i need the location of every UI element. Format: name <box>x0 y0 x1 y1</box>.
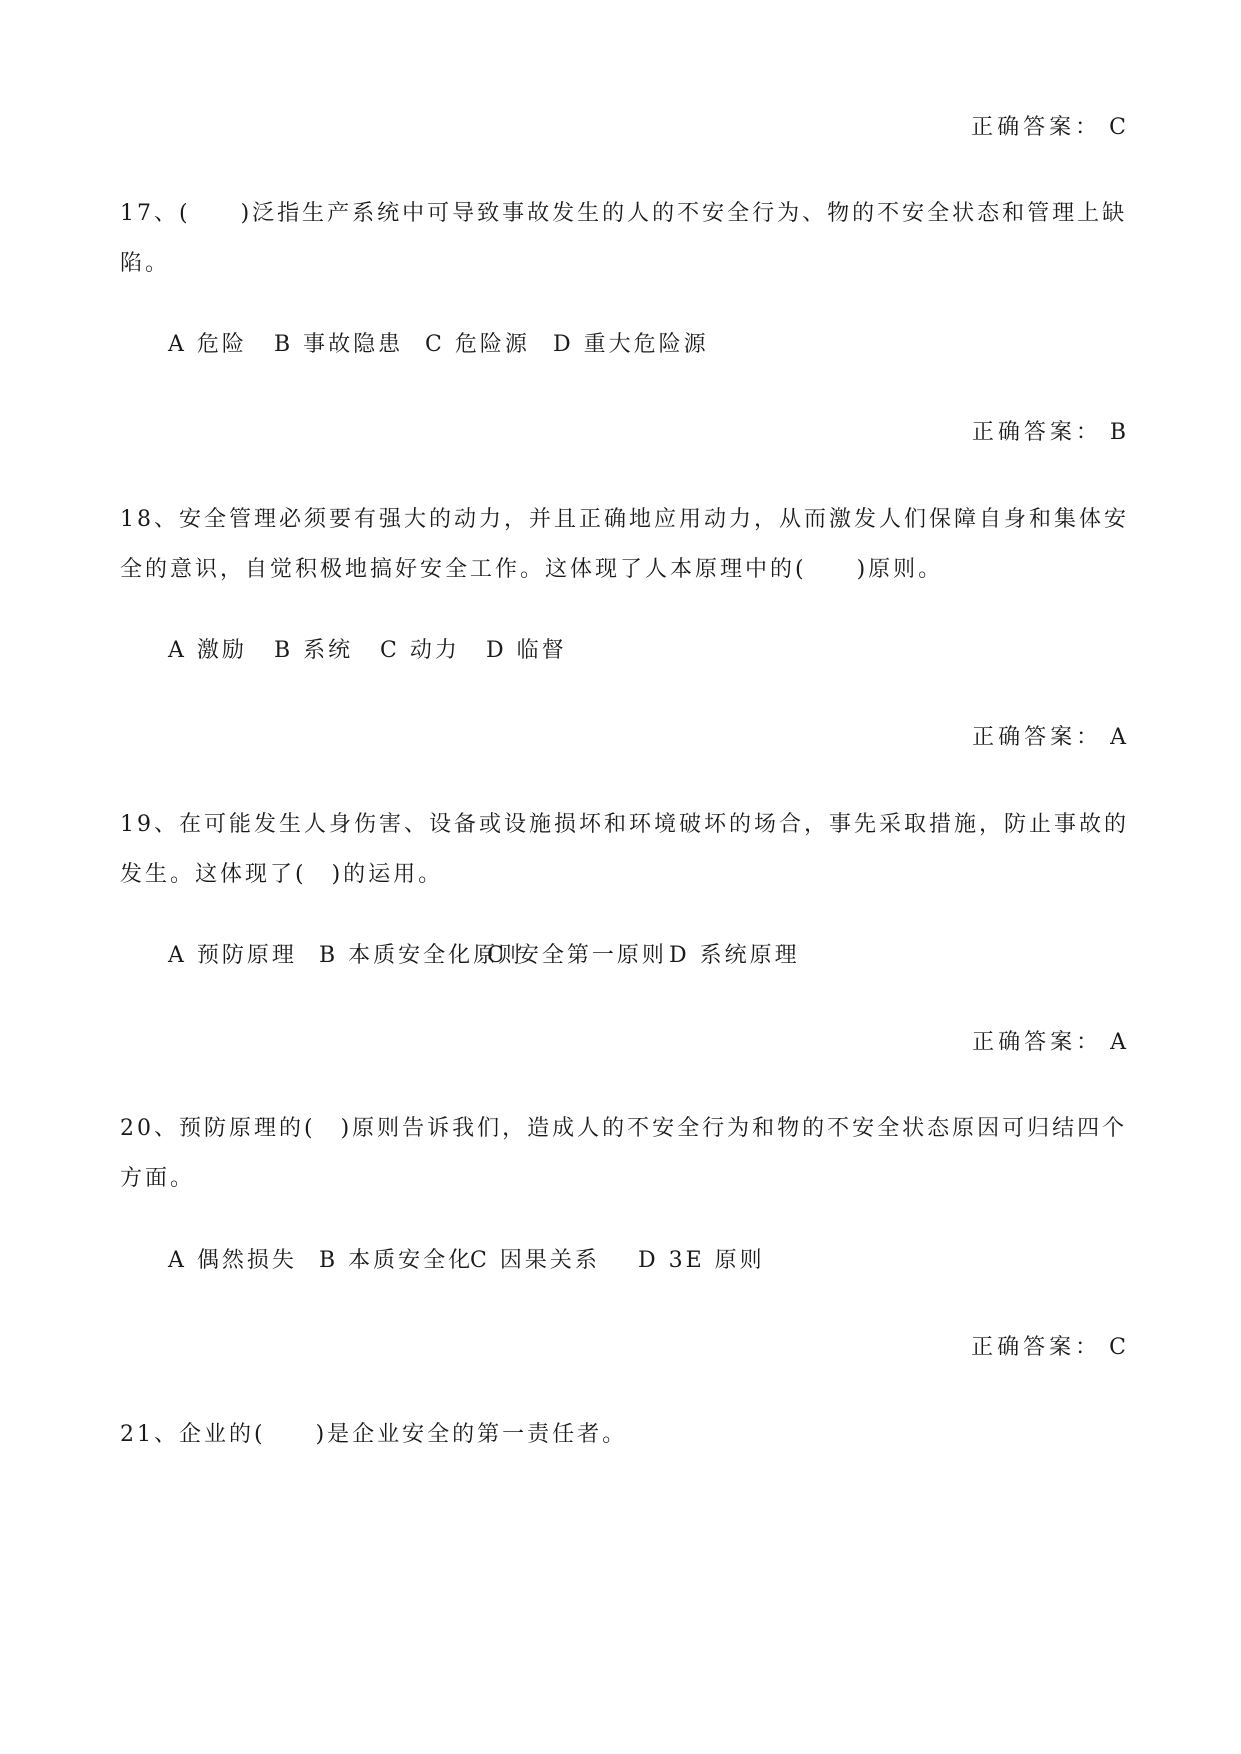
option-b: B 事故隐患 <box>274 332 404 357</box>
option-a: A 激励 <box>168 638 247 663</box>
question-18 <box>120 505 1130 585</box>
answer-value: B <box>1109 420 1129 445</box>
answer-line-17 <box>972 418 1129 448</box>
option-b: B 本质安全化 <box>319 1248 474 1273</box>
option-c: C 动力 <box>380 638 460 663</box>
option-a: A 偶然损失 <box>168 1248 297 1273</box>
answer-label: 正确答案： <box>971 420 1102 445</box>
option-d: D 临督 <box>486 638 567 663</box>
answer-value: A <box>1110 725 1129 750</box>
answer-line-18 <box>972 723 1129 753</box>
answer-value: C <box>1109 1335 1129 1360</box>
answer-label: 正确答案： <box>971 115 1102 140</box>
question-stem-line-1: 17、( )泛指生产系统中可导致事故发生的人的不安全行为、物的不安全状态和管理上缺 <box>120 201 1128 226</box>
option-c: C 安全第一原则 <box>487 943 667 968</box>
answer-line-20 <box>971 1333 1129 1363</box>
question-stem-line-2: 全的意识，自觉积极地搞好安全工作。这体现了人本原理中的( )原则。 <box>120 557 944 582</box>
question-stem-line-1: 18、安全管理必须要有强大的动力，并且正确地应用动力，从而激发人们保障自身和集体安 <box>120 507 1129 532</box>
option-a: A 危险 <box>168 332 247 357</box>
answer-line-16 <box>971 113 1129 143</box>
question-20 <box>120 1114 1130 1194</box>
question-stem-line-1: 21、企业的( )是企业安全的第一责任者。 <box>120 1422 628 1447</box>
answer-value: C <box>1109 115 1129 140</box>
options-19 <box>168 941 800 971</box>
options-17 <box>168 330 709 360</box>
question-19 <box>120 810 1130 890</box>
question-17 <box>120 199 1130 279</box>
answer-label: 正确答案： <box>971 1335 1102 1360</box>
question-stem-line-1: 20、预防原理的( )原则告诉我们，造成人的不安全行为和物的不安全状态原因可归结四个 <box>120 1116 1128 1141</box>
option-d: D 系统原理 <box>669 943 800 968</box>
option-c: C 因果关系 <box>470 1248 600 1273</box>
question-stem-line-2: 发生。这体现了( )的运用。 <box>120 862 444 887</box>
option-a: A 预防原理 <box>168 943 297 968</box>
answer-label: 正确答案： <box>972 1030 1103 1055</box>
answer-label: 正确答案： <box>972 725 1103 750</box>
options-18 <box>168 636 567 666</box>
answer-value: A <box>1110 1030 1129 1055</box>
option-c: C 危险源 <box>425 332 530 357</box>
question-stem-line-1: 19、在可能发生人身伤害、设备或设施损坏和环境破坏的场合，事先采取措施，防止事故的 <box>120 812 1129 837</box>
options-20 <box>168 1246 765 1276</box>
option-b: B 本质安全化原则 <box>319 943 524 968</box>
question-stem-line-2: 方面。 <box>120 1166 196 1191</box>
question-stem-line-2: 陷。 <box>120 251 171 276</box>
question-21 <box>120 1420 1130 1450</box>
option-d: D 3E 原则 <box>638 1248 765 1273</box>
option-b: B 系统 <box>274 638 354 663</box>
option-d: D 重大危险源 <box>553 332 709 357</box>
answer-line-19 <box>972 1028 1129 1058</box>
